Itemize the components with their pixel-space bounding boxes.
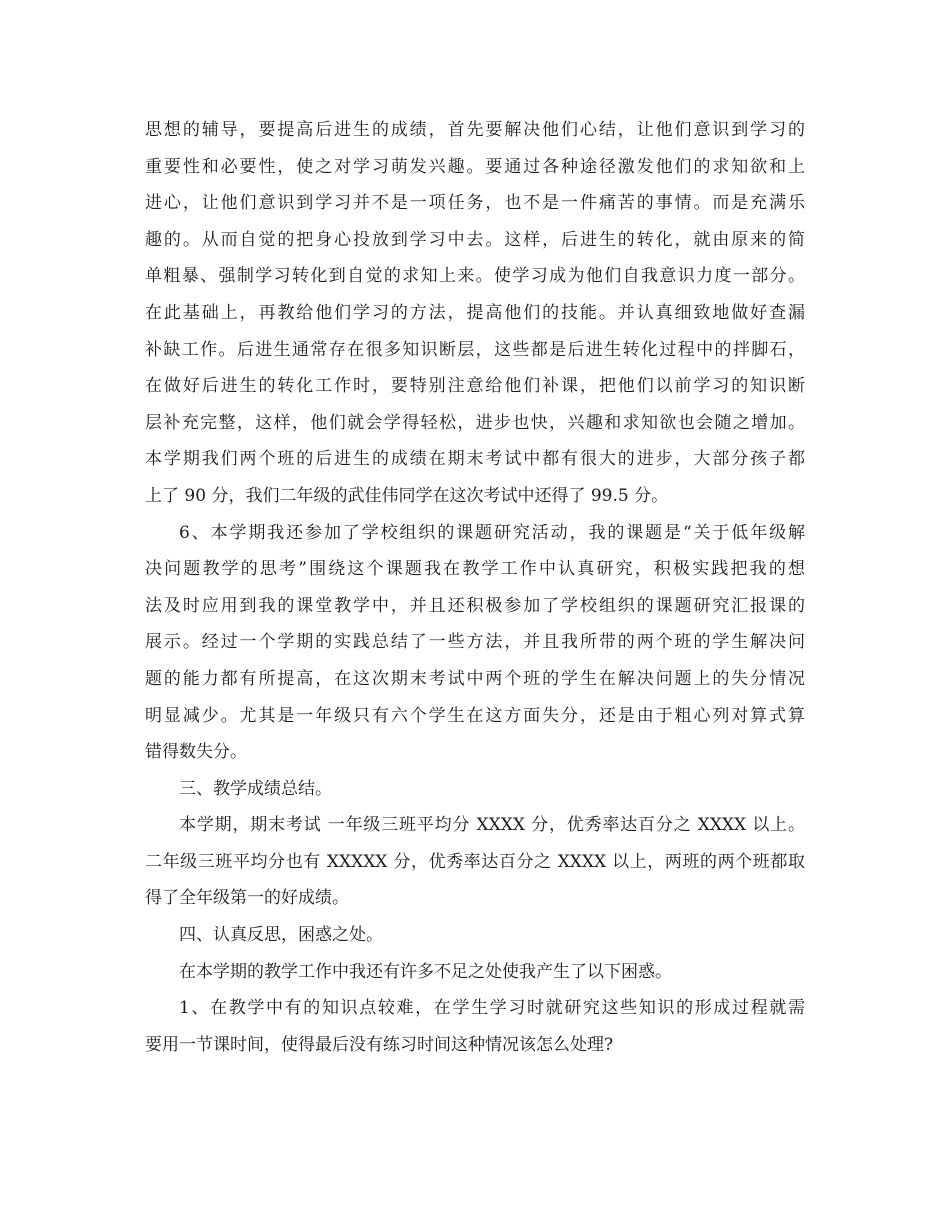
text-line: 在做好后进生的转化工作时，要特别注意给他们补课，把他们以前学习的知识断: [145, 376, 805, 397]
text-line: 法及时应用到我的课堂教学中，并且还积极参加了学校组织的课题研究汇报课的: [145, 595, 805, 616]
text-line: 6、本学期我还参加了学校组织的课题研究活动，我的课题是“关于低年级解: [179, 522, 805, 543]
text-line: 要用一节课时间，使得最后没有练习时间这种情况该怎么处理?: [145, 1034, 614, 1055]
paragraph: [145, 771, 805, 808]
document-body: [145, 112, 805, 1063]
paragraph: [145, 807, 805, 917]
paragraph: [145, 990, 805, 1063]
text-line: 1、在教学中有的知识点较难，在学生学习时就研究这些知识的形成过程就需: [179, 998, 805, 1019]
text-line: 上了 90 分，我们二年级的武佳伟同学在这次考试中还得了 99.5 分。: [145, 485, 669, 506]
text-line: 在此基础上，再教给他们学习的方法，提高他们的技能。并认真细致地做好查漏: [145, 302, 805, 323]
text-line: 层补充完整，这样，他们就会学得轻松，进步也快，兴趣和求知欲也会随之增加。: [145, 412, 805, 433]
text-line: 思想的辅导，要提高后进生的成绩，首先要解决他们心结，让他们意识到学习的: [145, 120, 805, 140]
text-line: 错得数失分。: [145, 742, 247, 763]
text-line: 趣的。从而自觉的把身心投放到学习中去。这样，后进生的转化，就由原来的简: [145, 229, 805, 250]
text-line: 四、认真反思，困惑之处。: [179, 925, 383, 946]
text-line: 展示。经过一个学期的实践总结了一些方法，并且我所带的两个班的学生解决问: [145, 632, 805, 653]
paragraph: [145, 515, 805, 771]
text-line: 三、教学成绩总结。: [179, 778, 332, 799]
text-line: 在本学期的教学工作中我还有许多不足之处使我产生了以下困惑。: [179, 961, 672, 982]
text-line: 决问题教学的思考”围绕这个课题我在教学工作中认真研究，积极实践把我的想: [145, 559, 805, 580]
text-line: 本学期我们两个班的后进生的成绩在期末考试中都有很大的进步，大部分孩子都: [145, 449, 805, 470]
paragraph: [145, 917, 805, 954]
text-line: 得了全年级第一的好成绩。: [145, 888, 349, 909]
paragraph: [145, 954, 805, 991]
text-line: 补缺工作。后进生通常存在很多知识断层，这些都是后进生转化过程中的拌脚石，: [145, 339, 805, 360]
text-line: 题的能力都有所提高，在这次期末考试中两个班的学生在解决问题上的失分情况: [145, 668, 805, 689]
text-line: 单粗暴、强制学习转化到自觉的求知上来。使学习成为他们自我意识力度一部分。: [145, 266, 805, 287]
text-line: 重要性和必要性，使之对学习萌发兴趣。要通过各种途径激发他们的求知欲和上: [145, 156, 805, 177]
paragraph: [145, 112, 805, 515]
text-line: 进心，让他们意识到学习并不是一项任务，也不是一件痛苦的事情。而是充满乐: [145, 193, 805, 214]
text-line: 二年级三班平均分也有 XXXXX 分，优秀率达百分之 XXXX 以上，两班的两个班都取: [145, 851, 805, 872]
text-line: 本学期，期末考试 一年级三班平均分 XXXX 分，优秀率达百分之 XXXX 以上。: [179, 815, 805, 836]
text-line: 明显减少。尤其是一年级只有六个学生在这方面失分，还是由于粗心列对算式算: [145, 705, 805, 726]
